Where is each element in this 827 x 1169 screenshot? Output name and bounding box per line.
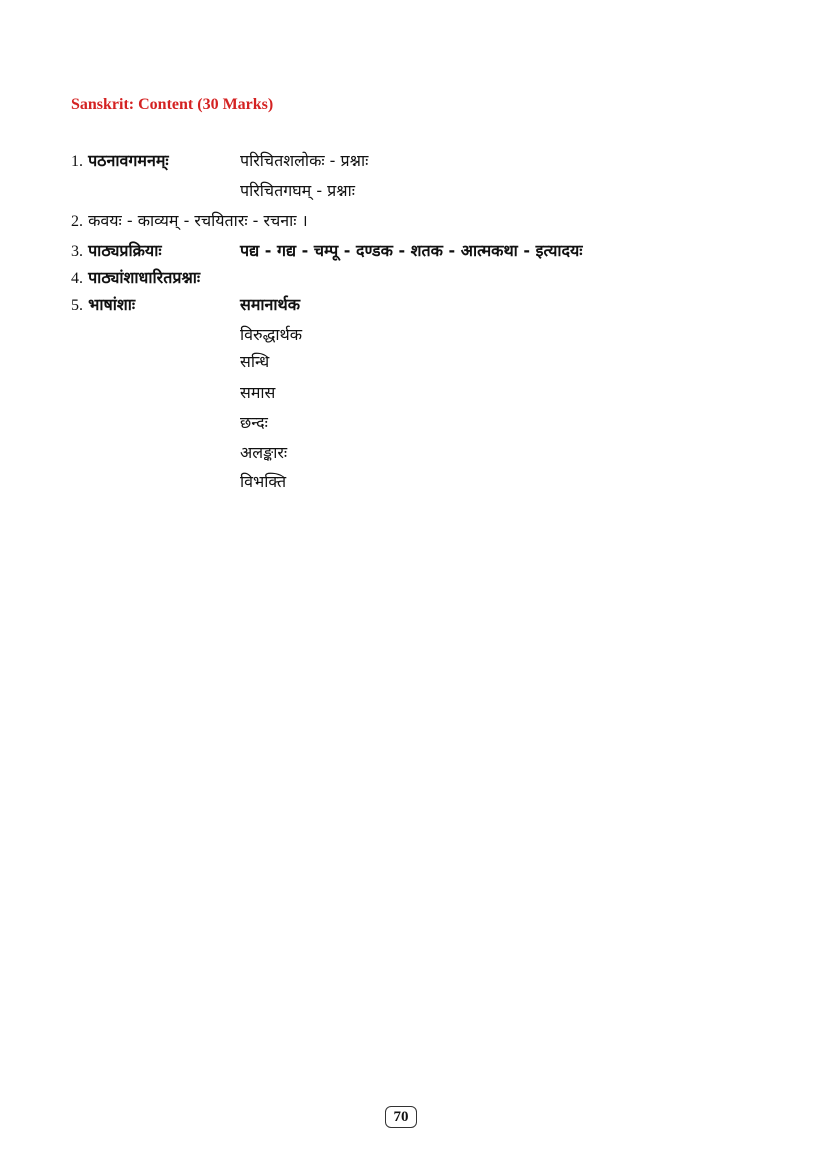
page-number: 70: [385, 1106, 417, 1128]
item-1-line-2: परिचितगघम् - प्रश्नाः: [240, 181, 355, 200]
item-5-line-5: छन्दः: [240, 413, 268, 432]
item-number: 5.: [71, 297, 83, 314]
item-number: 2.: [71, 213, 83, 230]
item-4: [71, 267, 200, 290]
item-5-line-7: विभक्ति: [240, 472, 287, 491]
item-heading: पाठ्यांशाधारितप्रश्नाः: [88, 268, 201, 287]
item-number: 4.: [71, 270, 83, 287]
item-1-line-1: परिचितशलोकः - प्रश्नाः: [240, 151, 369, 170]
item-5-line-2: विरुद्धार्थक: [240, 325, 303, 344]
item-heading: पाठ्यप्रक्रियाः: [88, 241, 162, 260]
item-heading: भाषांशाः: [88, 295, 136, 314]
item-2: [71, 210, 308, 233]
item-text: कवयः - काव्यम् - रचयितारः - रचनाः ।: [88, 211, 308, 230]
item-number: 3.: [71, 243, 83, 260]
item-3: [71, 240, 162, 263]
item-5-line-4: समास: [240, 383, 276, 402]
section-title: Sanskrit: Content (30 Marks): [71, 96, 274, 113]
item-5-line-3: सन्धि: [240, 352, 270, 371]
item-5-line-1: समानार्थक: [240, 295, 301, 314]
item-5: [71, 294, 135, 317]
item-1: [71, 150, 169, 173]
item-heading: पठनावगमनम्ः: [88, 151, 169, 170]
item-5-line-6: अलङ्कारः: [240, 443, 288, 462]
item-number: 1.: [71, 153, 83, 170]
item-3-text: पद्य - गद्य - चम्पू - दण्डक - शतक - आत्मकथा - इत्यादयः: [240, 241, 583, 260]
